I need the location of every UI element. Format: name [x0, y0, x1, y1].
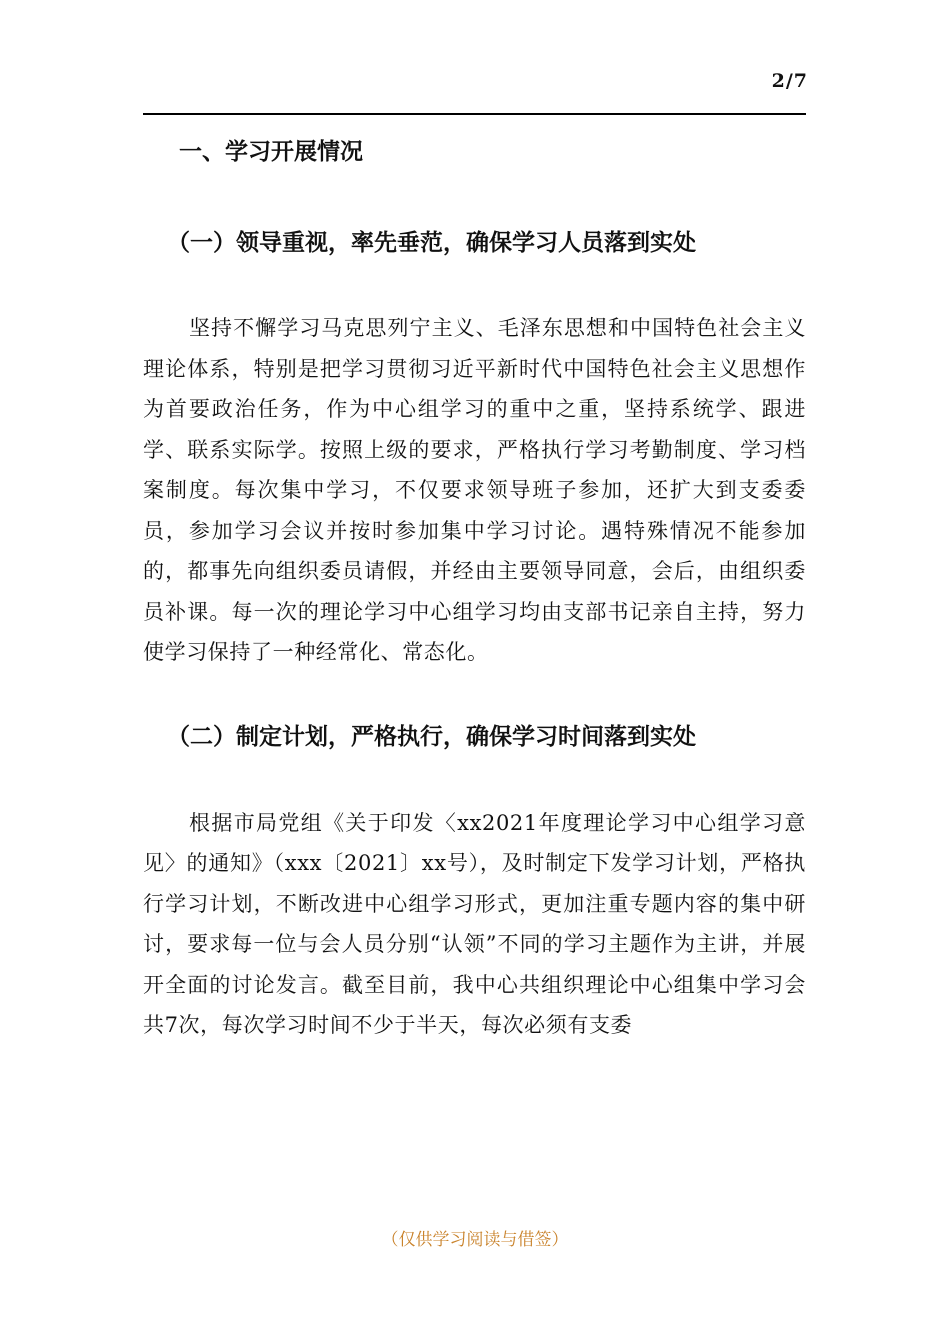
paragraph-1: 坚持不懈学习马克思列宁主义、毛泽东思想和中国特色社会主义理论体系，特别是把学习贯彻习近平新时代中国特色社会主义思想作为首要政治任务，作为中心组学习的重中之重，坚持系统学、跟进学、联系实际学。按照上级的要求，严格执行学习考勤制度、学习档案制度。每次集中学习，不仅要求领导班子参加，还扩大到支委委员，参加学习会议并按时参加集中学习讨论。遇特殊情况不能参加的，都事先向组织委员请假，并经由主要领导同意，会后，由组织委员补课。每一次的理论学习中心组学习均由支部书记亲自主持，努力使学习保持了一种经常化、常态化。 [143, 316, 806, 664]
section-title: 一、学习开展情况 [179, 139, 363, 165]
document-body [143, 132, 806, 1046]
header-rule [143, 113, 806, 115]
footer-note: （仅供学习阅读与借签） [381, 1230, 569, 1250]
subsection-title-1: （一）领导重视，率先垂范，确保学习人员落到实处 [167, 230, 696, 256]
page-number: 2/7 [771, 70, 808, 92]
subsection-title-2: （二）制定计划，严格执行，确保学习时间落到实处 [167, 723, 696, 750]
paragraph-2: 根据市局党组《关于印发〈xx2021年度理论学习中心组学习意见〉的通知》（xxx〔2021〕xx号），及时制定下发学习计划，严格执行学习计划，不断改进中心组学习形式，更加注重专题内容的集中研讨，要求每一位与会人员分别“认领”不同的学习主题作为主讲，并展开全面的讨论发言。截至目前，我中心共组织理论中心组集中学习会共7次，每次学习时间不少于半天，每次必须有支委 [143, 810, 806, 1037]
